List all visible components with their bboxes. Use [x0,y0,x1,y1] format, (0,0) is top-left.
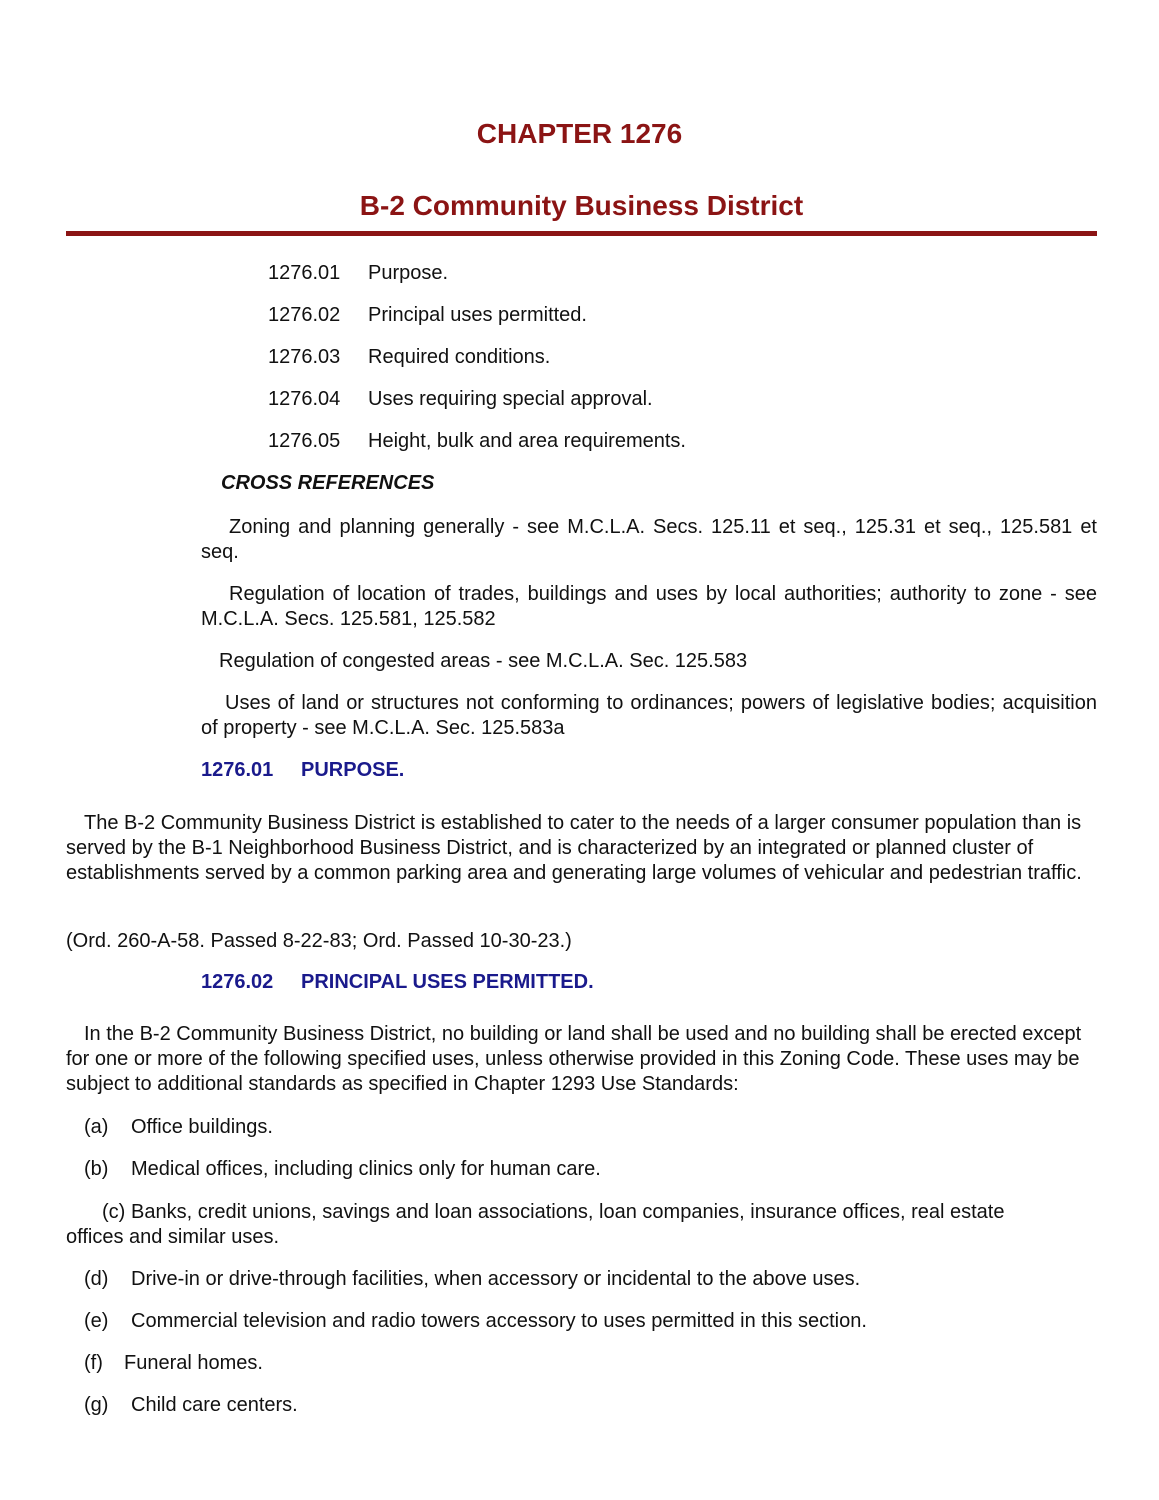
toc-link-principal-uses[interactable]: Principal uses permitted. [368,304,587,326]
toc-link-purpose[interactable]: Purpose. [368,262,449,284]
title-divider [66,231,1097,236]
item-text: Banks, credit unions, savings and loan associations, loan companies, insurance offices, real estate offices and similar uses. [66,1201,1005,1248]
toc-link-special-approval[interactable]: Uses requiring special approval. [368,388,653,410]
section-number: 1276.02 [201,971,274,993]
list-item [84,1394,298,1417]
item-label: (f) [84,1352,103,1374]
cross-reference: Uses of land or structures not conforming to ordinances; powers of legislative bodies; acquisition of property - see M.C.L.A. Sec. 125.583a [201,692,1097,739]
item-text: Commercial television and radio towers accessory to uses permitted in this section. [131,1310,867,1332]
cross-reference: Zoning and planning generally - see M.C.L.A. Secs. 125.11 et seq., 125.31 et seq., 125.581 et seq. [201,516,1097,563]
item-label: (c) [102,1201,126,1223]
list-item [84,1268,860,1291]
item-label: (e) [84,1310,109,1332]
item-text: Drive-in or drive-through facilities, when accessory or incidental to the above uses. [131,1268,861,1290]
list-item [84,1116,273,1139]
section-body: The B-2 Community Business District is established to cater to the needs of a larger consumer population than is served by the B-1 Neighborhood Business District, and is characterized by an integrated or planned cluster of establishments served by a common parking area and generating large volumes of vehicular and pedestrian traffic. [66,812,1082,884]
section-number: 1276.01 [201,759,274,781]
item-text: Medical offices, including clinics only for human care. [131,1158,601,1180]
section-heading-principal-uses [201,971,594,994]
toc-link-required-conditions[interactable]: Required conditions. [368,346,551,368]
toc-link-height-bulk-area[interactable]: Height, bulk and area requirements. [368,430,686,452]
list-item [84,1158,601,1181]
item-label: (g) [84,1394,109,1416]
chapter-heading: CHAPTER 1276 [476,118,683,149]
section-heading-purpose [201,759,404,782]
list-item [84,1352,263,1375]
cross-reference: Regulation of congested areas - see M.C.L.A. Sec. 125.583 [219,650,748,672]
chapter-title: B-2 Community Business District [359,190,804,221]
section-title: PURPOSE. [301,759,405,781]
section-title: PRINCIPAL USES PERMITTED. [301,971,594,993]
toc-number: 1276.05 [268,430,341,452]
item-text: Child care centers. [131,1394,298,1416]
cross-reference: Regulation of location of trades, buildings and uses by local authorities; authority to zone - see M.C.L.A. Secs. 125.581, 125.582 [201,583,1097,630]
cross-references-heading: CROSS REFERENCES [221,472,435,494]
item-label: (b) [84,1158,109,1180]
toc-number: 1276.03 [268,346,341,368]
item-label: (a) [84,1116,109,1138]
toc-number: 1276.01 [268,262,341,284]
item-text: Office buildings. [131,1116,273,1138]
section-history: (Ord. 260-A-58. Passed 8-22-83; Ord. Passed 10-30-23.) [66,930,572,952]
section-body: In the B-2 Community Business District, no building or land shall be used and no building shall be erected except for one or more of the following specified uses, unless otherwise provided in this Zoning Code. These uses may be subject to additional standards as specified in Chapter 1293 Use Standards: [66,1023,1082,1095]
toc-number: 1276.04 [268,388,341,410]
item-text: Funeral homes. [124,1352,263,1374]
toc-number: 1276.02 [268,304,341,326]
item-label: (d) [84,1268,109,1290]
list-item [66,1200,1066,1250]
list-item [84,1310,867,1333]
